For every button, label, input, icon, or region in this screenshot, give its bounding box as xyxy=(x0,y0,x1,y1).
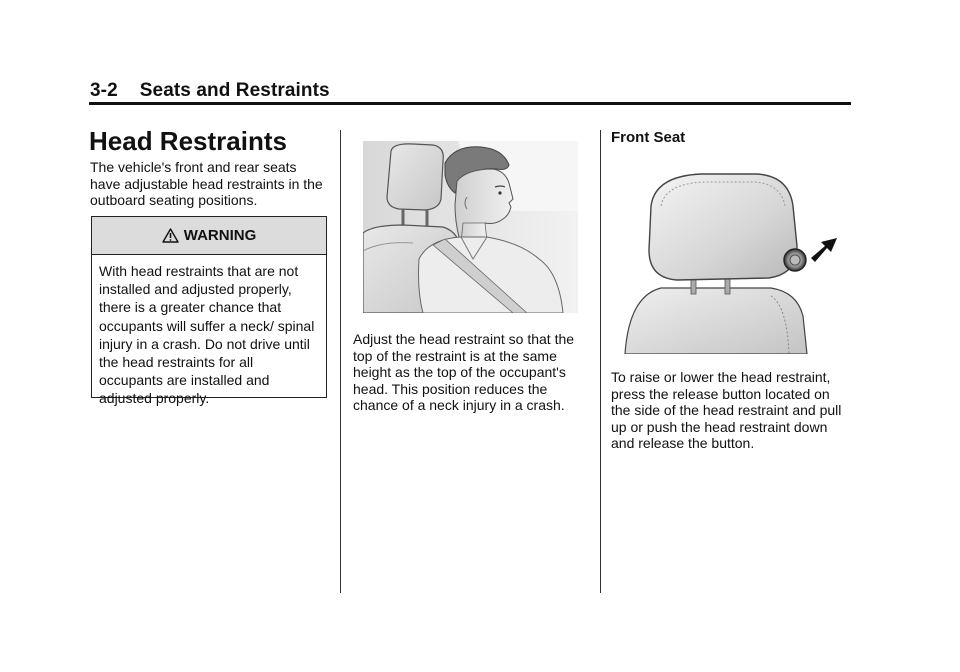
adjust-caption: Adjust the head restraint so that the top of the restraint is at the same height as the top of the occupant's head. This position reduces the chance of a neck injury in a crash. xyxy=(353,331,575,414)
driver-head-restraint-illustration xyxy=(363,141,578,313)
intro-paragraph: The vehicle's front and rear seats have adjustable head restraints in the outboard seating positions. xyxy=(90,159,323,209)
warning-triangle-icon xyxy=(162,228,179,243)
warning-header xyxy=(92,217,326,255)
front-seat-subheading: Front Seat xyxy=(611,129,686,146)
warning-box xyxy=(91,216,327,407)
header-rule xyxy=(89,102,851,105)
section-title: Seats and Restraints xyxy=(139,80,330,101)
column-divider-1 xyxy=(340,130,341,593)
warning-text: With head restraints that are not installed and adjusted properly, there is a greater chance that occupants will suffer a neck/ spinal injury in a crash. Do not drive until the head restraints for all occupants are installed and adjusted properly. xyxy=(99,263,315,407)
release-button-arrow xyxy=(811,238,837,262)
column-divider-2 xyxy=(600,130,601,593)
warning-label: WARNING xyxy=(183,227,257,244)
page-number: 3-2 xyxy=(90,80,118,101)
release-caption: To raise or lower the head restraint, press the release button located on the side of the head restraint and pull up or push the head restraint down and release the button. xyxy=(611,369,842,452)
page-header xyxy=(90,80,330,102)
front-seat-release-button-illustration xyxy=(621,166,845,354)
page-heading: Head Restraints xyxy=(89,126,287,156)
